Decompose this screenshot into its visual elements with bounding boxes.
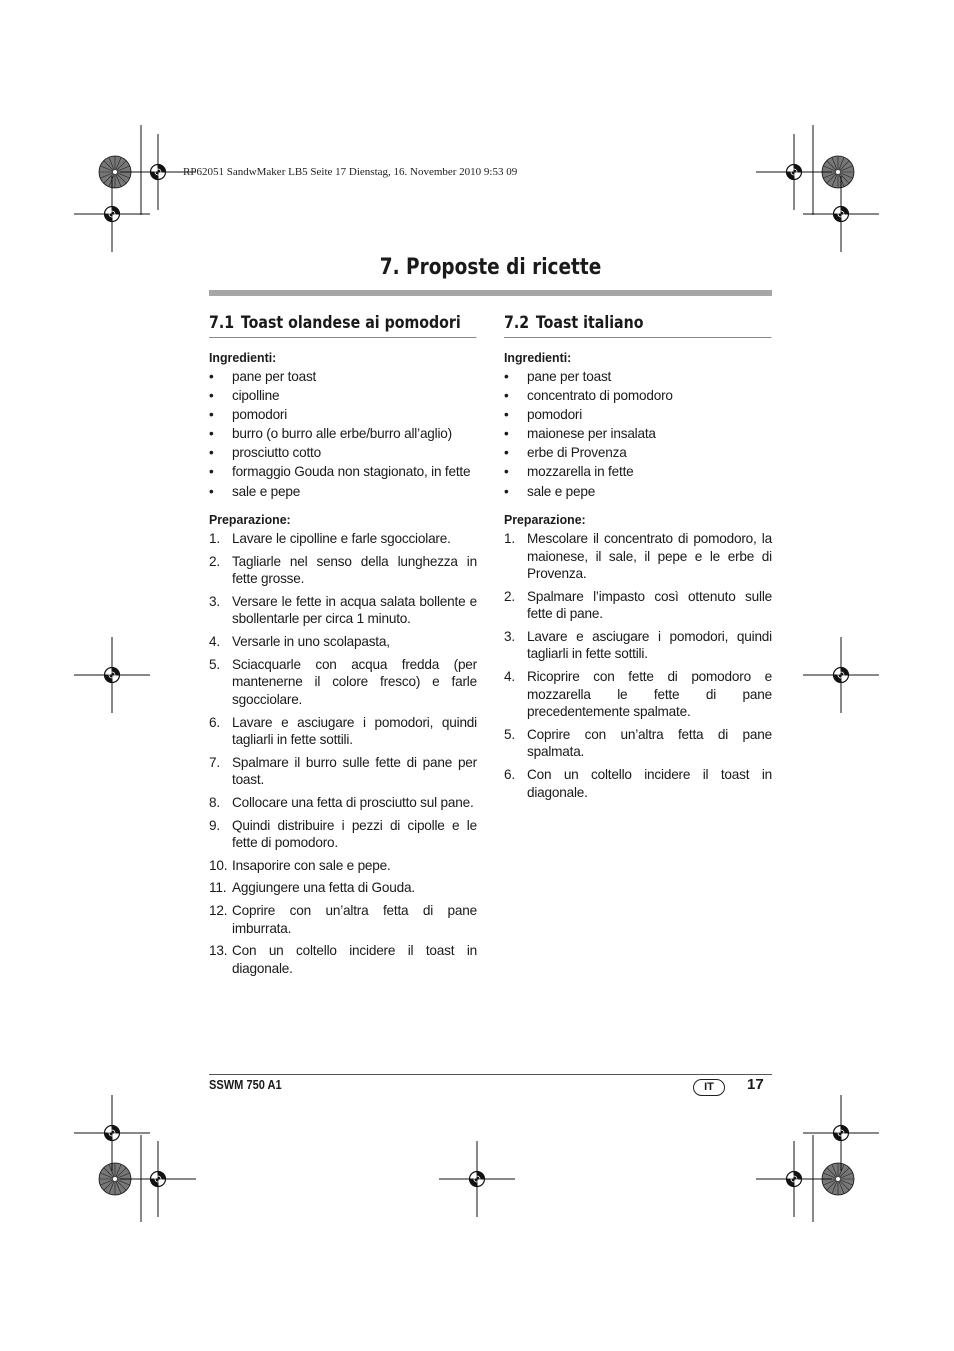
step-number: 7. bbox=[209, 754, 220, 770]
step-text: Con un coltello incidere il toast in diagonale. bbox=[527, 767, 772, 800]
ingredient-item bbox=[504, 425, 772, 443]
step-number: 3. bbox=[209, 593, 220, 609]
step-item bbox=[504, 530, 772, 583]
step-item bbox=[209, 656, 477, 709]
ingredients-label: Ingredienti: bbox=[504, 350, 572, 365]
step-item bbox=[209, 902, 477, 937]
step-number: 3. bbox=[504, 628, 515, 644]
ingredient-item bbox=[504, 387, 772, 405]
bullet-icon: • bbox=[504, 464, 509, 480]
step-number: 4. bbox=[209, 634, 220, 650]
step-item bbox=[504, 766, 772, 801]
bullet-icon: • bbox=[209, 483, 214, 499]
bullet-icon: • bbox=[209, 426, 214, 442]
ingredient-text: pane per toast bbox=[527, 369, 612, 384]
ingredient-item bbox=[504, 483, 772, 501]
step-number: 2. bbox=[504, 588, 515, 604]
step-item bbox=[504, 668, 772, 721]
ingredient-text: erbe di Provenza bbox=[527, 445, 627, 461]
step-text: Versarle in uno scolapasta, bbox=[232, 634, 390, 650]
preparation-label: Preparazione: bbox=[504, 512, 586, 528]
step-text: Lavare e asciugare i pomodori, quindi tagliarli in fette sottili. bbox=[232, 714, 477, 747]
step-number: 8. bbox=[209, 794, 220, 810]
page-number: 17 bbox=[747, 1076, 764, 1093]
ingredient-text: formaggio Gouda non stagionato, in fette bbox=[232, 464, 471, 480]
ingredient-text: pomodori bbox=[527, 407, 583, 423]
section-title: Toast olandese ai pomodori bbox=[240, 313, 461, 332]
step-text: Coprire con un’altra fetta di pane imburrata. bbox=[232, 903, 477, 936]
ingredient-item bbox=[209, 425, 477, 443]
ingredient-text: pane per toast bbox=[232, 369, 317, 384]
page-title: 7. Proposte di ricette bbox=[379, 255, 602, 280]
ingredient-text: mozzarella in fette bbox=[527, 464, 634, 480]
ingredient-text: prosciutto cotto bbox=[232, 445, 321, 461]
step-number: 2. bbox=[209, 553, 220, 569]
step-text: Versare le fette in acqua salata bollente e sbollentarle per circa 1 minuto. bbox=[232, 593, 477, 627]
step-number: 12. bbox=[209, 903, 228, 919]
ingredient-item bbox=[504, 406, 772, 424]
step-text: Spalmare il burro sulle fette di pane per toast. bbox=[232, 754, 477, 788]
bullet-icon: • bbox=[209, 407, 214, 423]
footer-rule bbox=[209, 1074, 772, 1075]
bullet-icon: • bbox=[504, 483, 509, 499]
ingredients-list bbox=[504, 368, 772, 500]
step-number: 4. bbox=[504, 669, 515, 685]
print-header: RP62051 SandwMaker LB5 Seite 17 Dienstag, 16. November 2010 9:53 09 bbox=[183, 166, 518, 178]
bullet-icon: • bbox=[209, 369, 214, 384]
step-item bbox=[209, 530, 477, 548]
step-number: 1. bbox=[504, 531, 515, 547]
step-number: 6. bbox=[209, 714, 220, 730]
step-text: Con un coltello incidere il toast in diagonale. bbox=[232, 943, 477, 976]
ingredient-text: maionese per insalata bbox=[527, 426, 656, 442]
ingredient-item bbox=[504, 444, 772, 462]
section-heading bbox=[504, 313, 771, 338]
step-number: 9. bbox=[209, 817, 220, 833]
step-item bbox=[209, 553, 477, 588]
step-item bbox=[209, 593, 477, 628]
ingredients-label: Ingredienti: bbox=[209, 350, 277, 365]
step-item bbox=[504, 726, 772, 761]
bullet-icon: • bbox=[504, 369, 509, 384]
section-heading bbox=[209, 313, 476, 338]
ingredient-text: cipolline bbox=[232, 388, 280, 404]
steps-list bbox=[504, 530, 772, 801]
ingredient-item bbox=[209, 406, 477, 424]
step-item bbox=[209, 633, 477, 651]
step-number: 6. bbox=[504, 767, 515, 782]
step-item bbox=[209, 879, 477, 897]
step-text: Insaporire con sale e pepe. bbox=[232, 857, 391, 873]
step-item bbox=[209, 714, 477, 749]
bullet-icon: • bbox=[209, 388, 214, 404]
language-badge: IT bbox=[693, 1079, 725, 1096]
ingredient-item bbox=[209, 387, 477, 405]
section-title: Toast italiano bbox=[535, 313, 644, 332]
step-text: Coprire con un’altra fetta di pane spalmata. bbox=[527, 726, 772, 760]
step-number: 5. bbox=[504, 726, 515, 742]
step-number: 5. bbox=[209, 656, 220, 672]
step-number: 11. bbox=[209, 880, 227, 896]
ingredient-text: sale e pepe bbox=[232, 483, 301, 499]
step-text: Lavare le cipolline e farle sgocciolare. bbox=[232, 531, 451, 547]
bullet-icon: • bbox=[209, 464, 214, 480]
step-item bbox=[504, 588, 772, 623]
ingredients-list bbox=[209, 368, 477, 500]
title-bar bbox=[209, 290, 772, 296]
model-number: SSWM 750 A1 bbox=[209, 1077, 282, 1092]
step-text: Collocare una fetta di prosciutto sul pane. bbox=[232, 794, 474, 810]
section-7-1 bbox=[209, 313, 477, 983]
step-text: Aggiungere una fetta di Gouda. bbox=[232, 880, 415, 896]
section-number: 7.2 bbox=[504, 313, 530, 332]
section-number: 7.1 bbox=[209, 313, 235, 332]
step-text: Ricoprire con fette di pomodoro e mozzarella le fette di pane precedentemente spalmate. bbox=[527, 669, 772, 720]
bullet-icon: • bbox=[504, 407, 509, 423]
step-item bbox=[209, 817, 477, 852]
ingredient-text: sale e pepe bbox=[527, 483, 596, 499]
step-number: 13. bbox=[209, 943, 228, 959]
step-number: 10. bbox=[209, 857, 228, 873]
bullet-icon: • bbox=[504, 445, 509, 461]
step-item bbox=[209, 857, 477, 875]
steps-list bbox=[209, 530, 477, 977]
ingredient-item bbox=[209, 483, 477, 501]
ingredient-item bbox=[209, 368, 477, 386]
step-item bbox=[209, 942, 477, 977]
step-item bbox=[209, 754, 477, 789]
bullet-icon: • bbox=[209, 445, 214, 461]
section-7-2 bbox=[504, 313, 772, 806]
ingredient-item bbox=[504, 463, 772, 481]
ingredient-item bbox=[504, 368, 772, 386]
step-text: Spalmare l’impasto così ottenuto sulle fette di pane. bbox=[527, 588, 772, 622]
step-item bbox=[209, 794, 477, 812]
step-text: Quindi distribuire i pezzi di cipolle e le fette di pomodoro. bbox=[232, 817, 477, 851]
ingredient-item bbox=[209, 444, 477, 462]
step-text: Sciacquarle con acqua fredda (per mantenerne il colore fresco) e farle sgocciolare. bbox=[232, 656, 477, 707]
ingredient-text: burro (o burro alle erbe/burro all’aglio) bbox=[232, 426, 452, 442]
step-item bbox=[504, 628, 772, 663]
bullet-icon: • bbox=[504, 426, 509, 442]
step-text: Mescolare il concentrato di pomodoro, la maionese, il sale, il pepe e le erbe di Provenza. bbox=[527, 531, 772, 582]
step-number: 1. bbox=[209, 531, 220, 547]
bullet-icon: • bbox=[504, 388, 509, 404]
ingredient-text: concentrato di pomodoro bbox=[527, 388, 673, 404]
step-text: Lavare e asciugare i pomodori, quindi tagliarli in fette sottili. bbox=[527, 628, 772, 662]
preparation-label: Preparazione: bbox=[209, 512, 291, 528]
step-text: Tagliarle nel senso della lunghezza in fette grosse. bbox=[232, 553, 477, 587]
ingredient-text: pomodori bbox=[232, 407, 288, 423]
ingredient-item bbox=[209, 463, 477, 481]
